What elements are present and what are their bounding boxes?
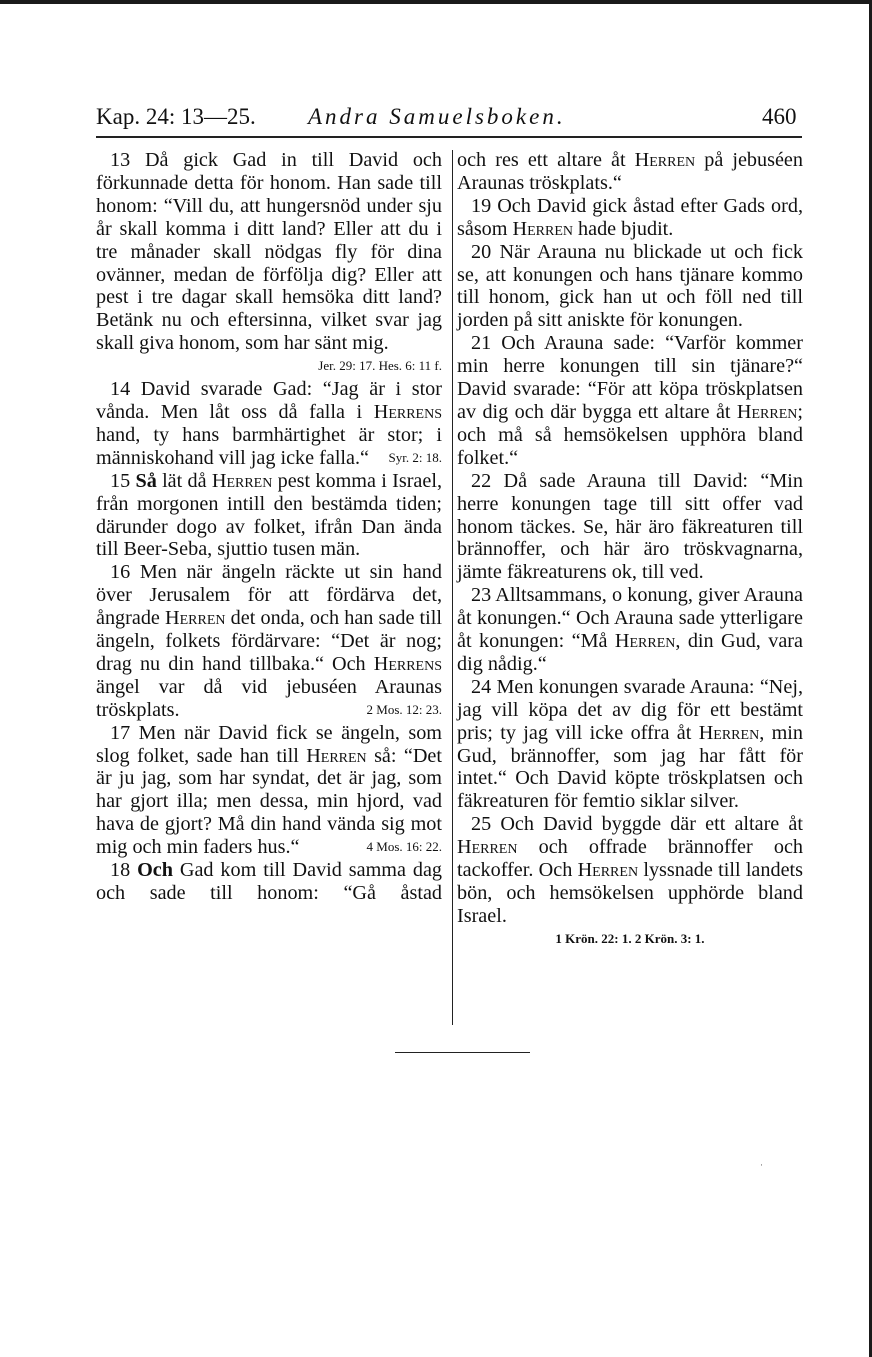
divine-name: Herren	[614, 630, 676, 653]
cross-reference: Syr. 2: 18.	[388, 449, 442, 465]
verse-text: 19 Och David gick åstad efter Gads ord, såsom	[457, 194, 803, 240]
verse-22: 22 Då sade Arauna till David: “Min herre konungen tage till sitt offer vad honom täckes. Se, här äro fäkreaturen till brännoffer, och här äro tröskvagnarna, jämte fäkreaturens ok, till ved.	[457, 469, 803, 584]
book-title: Andra Samuelsboken.	[308, 104, 566, 129]
verse-text: på jebuséen Araunas tröskplats.“	[457, 149, 803, 194]
verse-text: och offrade brännoffer och tackoffer. Och	[457, 836, 803, 882]
verse-text: pest komma i Israel, från morgonen intill den bestämda tiden; därunder dogo av folket, ifrån Dan ända till Beer-Seba, sjuttio tusen män.	[96, 469, 443, 561]
verse-text: 16 Men när ängeln räckte ut sin hand över Jerusalem för att fördärva det, ångrade	[96, 561, 442, 630]
divine-name: Herren	[457, 836, 518, 859]
column-divider	[452, 150, 453, 1025]
divine-name: Herren	[698, 721, 760, 744]
top-border	[0, 0, 872, 4]
verse-23	[457, 584, 803, 676]
verse-text: 13 Då gick Gad in till David och förkunnade detta för honom. Han sade till honom: “Vill du, att hungersnöd under sju år skall komma i ditt land? Eller att du i tre månader skall nödgas fly för dina ovänner, medan de förfölja dig? Eller att pest i tre dagar skall hemsöka ditt land? Betänk nu och eftersinna, vilket svar jag skall giva honom, som har sänt mig.	[96, 149, 442, 355]
cross-reference: 2 Mos. 12: 23.	[366, 701, 442, 717]
verse-text: 15	[110, 469, 136, 492]
divine-name: Herrens	[373, 400, 442, 423]
verse-24	[457, 676, 803, 813]
verse-text: ; och må så hemsökelsen upphöra bland folket.“	[457, 400, 803, 469]
verse-18-continued	[457, 149, 803, 195]
chapter-reference: Kap. 24: 13—25.	[96, 104, 256, 129]
verse-14	[96, 378, 442, 470]
verse-19	[457, 195, 803, 241]
divine-name: Herren	[211, 469, 273, 492]
drop-cap: Så	[135, 469, 157, 492]
verse-text: 17 Men när David fick se ängeln, som slog folket, sade han till	[96, 721, 442, 767]
drop-cap: Och	[137, 859, 173, 882]
right-column	[457, 149, 803, 951]
verse-text: och res ett altare åt	[457, 149, 635, 171]
divine-name: Herren	[306, 744, 367, 767]
verse-15	[96, 470, 442, 562]
verse-text: så: “Det är ju jag, som har syndat, det är jag, som har gjort illa; men dessa, min hjord, vad hava de gjort? Må din hand vända sig mot mig och min faders hus.“	[96, 744, 442, 859]
verse-text: ängel var då vid jebuséen Araunas tröskplats.	[96, 675, 442, 721]
verse-25	[457, 813, 803, 928]
header-rule	[96, 136, 802, 138]
verse-21	[457, 332, 803, 469]
verse-18	[96, 859, 442, 905]
verse-text: hand, ty hans barmhärtighet är stor; i människohand vill jag icke falla.“	[96, 423, 442, 469]
divine-name: Herren	[512, 217, 573, 240]
print-speck: ·	[760, 1160, 763, 1170]
verse-20: 20 När Arauna nu blickade ut och fick se, att konungen och hans tjänare kommo till honom, gick han ut och föll ned till jorden på sitt aniskte för konungen.	[457, 240, 803, 332]
verse-text: Gad kom till David samma dag och sade till honom: “Gå åstad	[96, 859, 443, 904]
left-column	[96, 149, 442, 905]
cross-reference: Jer. 29: 17. Hes. 6: 11 f.	[318, 358, 442, 374]
page-number: 460	[762, 104, 797, 129]
verse-text: 25 Och David byggde där ett altare åt	[471, 813, 803, 836]
end-rule	[395, 1052, 530, 1053]
verse-text: , min Gud, brännoffer, som jag har fått för intet.“ Och David köpte tröskplatsen och fäkreaturen för femtio siklar silver.	[457, 721, 803, 813]
cross-reference: 4 Mos. 16: 22.	[366, 839, 442, 855]
divine-name: Herrens	[373, 652, 442, 675]
divine-name: Herren	[634, 149, 696, 171]
verse-13	[96, 149, 442, 355]
divine-name: Herren	[165, 607, 226, 630]
verse-17	[96, 722, 442, 859]
divine-name: Herren	[577, 859, 639, 882]
verse-16	[96, 561, 442, 721]
verse-text: 23 Alltsammans, o konung, giver Arauna åt konungen.“ Och Arauna sade ytterligare åt konungen: “Må	[457, 584, 803, 653]
verse-text: 24 Men konungen svarade Arauna: “Nej, jag vill köpa det av dig för ett bestämt pris; ty jag vill icke offra åt	[457, 675, 803, 744]
verse-text: 21 Och Arauna sade: “Varför kommer min herre konungen till sin tjänare?“ David svarade: “För att köpa tröskplatsen av dig och där bygga ett altare åt	[457, 332, 803, 423]
verse-text: , din Gud, vara dig nådig.“	[457, 630, 803, 675]
divine-name: Herren	[736, 400, 798, 423]
verse-text: 18	[110, 859, 138, 882]
verse-text: det onda, och han sade till ängeln, folkets fördärvare: “Det är nog; drag nu din hand tillbaka.“ Och	[96, 607, 442, 675]
verse-text: lät då	[156, 469, 212, 492]
cross-reference: 1 Krön. 22: 1. 2 Krön. 3: 1.	[555, 930, 705, 946]
verse-text: hade bjudit.	[572, 217, 674, 240]
verse-text: 14 David svarade Gad: “Jag är i stor vånda. Men låt oss då falla i	[96, 378, 442, 423]
verse-text: lyssnade till landets bön, och hemsökelsen upphörde bland Israel.	[457, 859, 804, 927]
